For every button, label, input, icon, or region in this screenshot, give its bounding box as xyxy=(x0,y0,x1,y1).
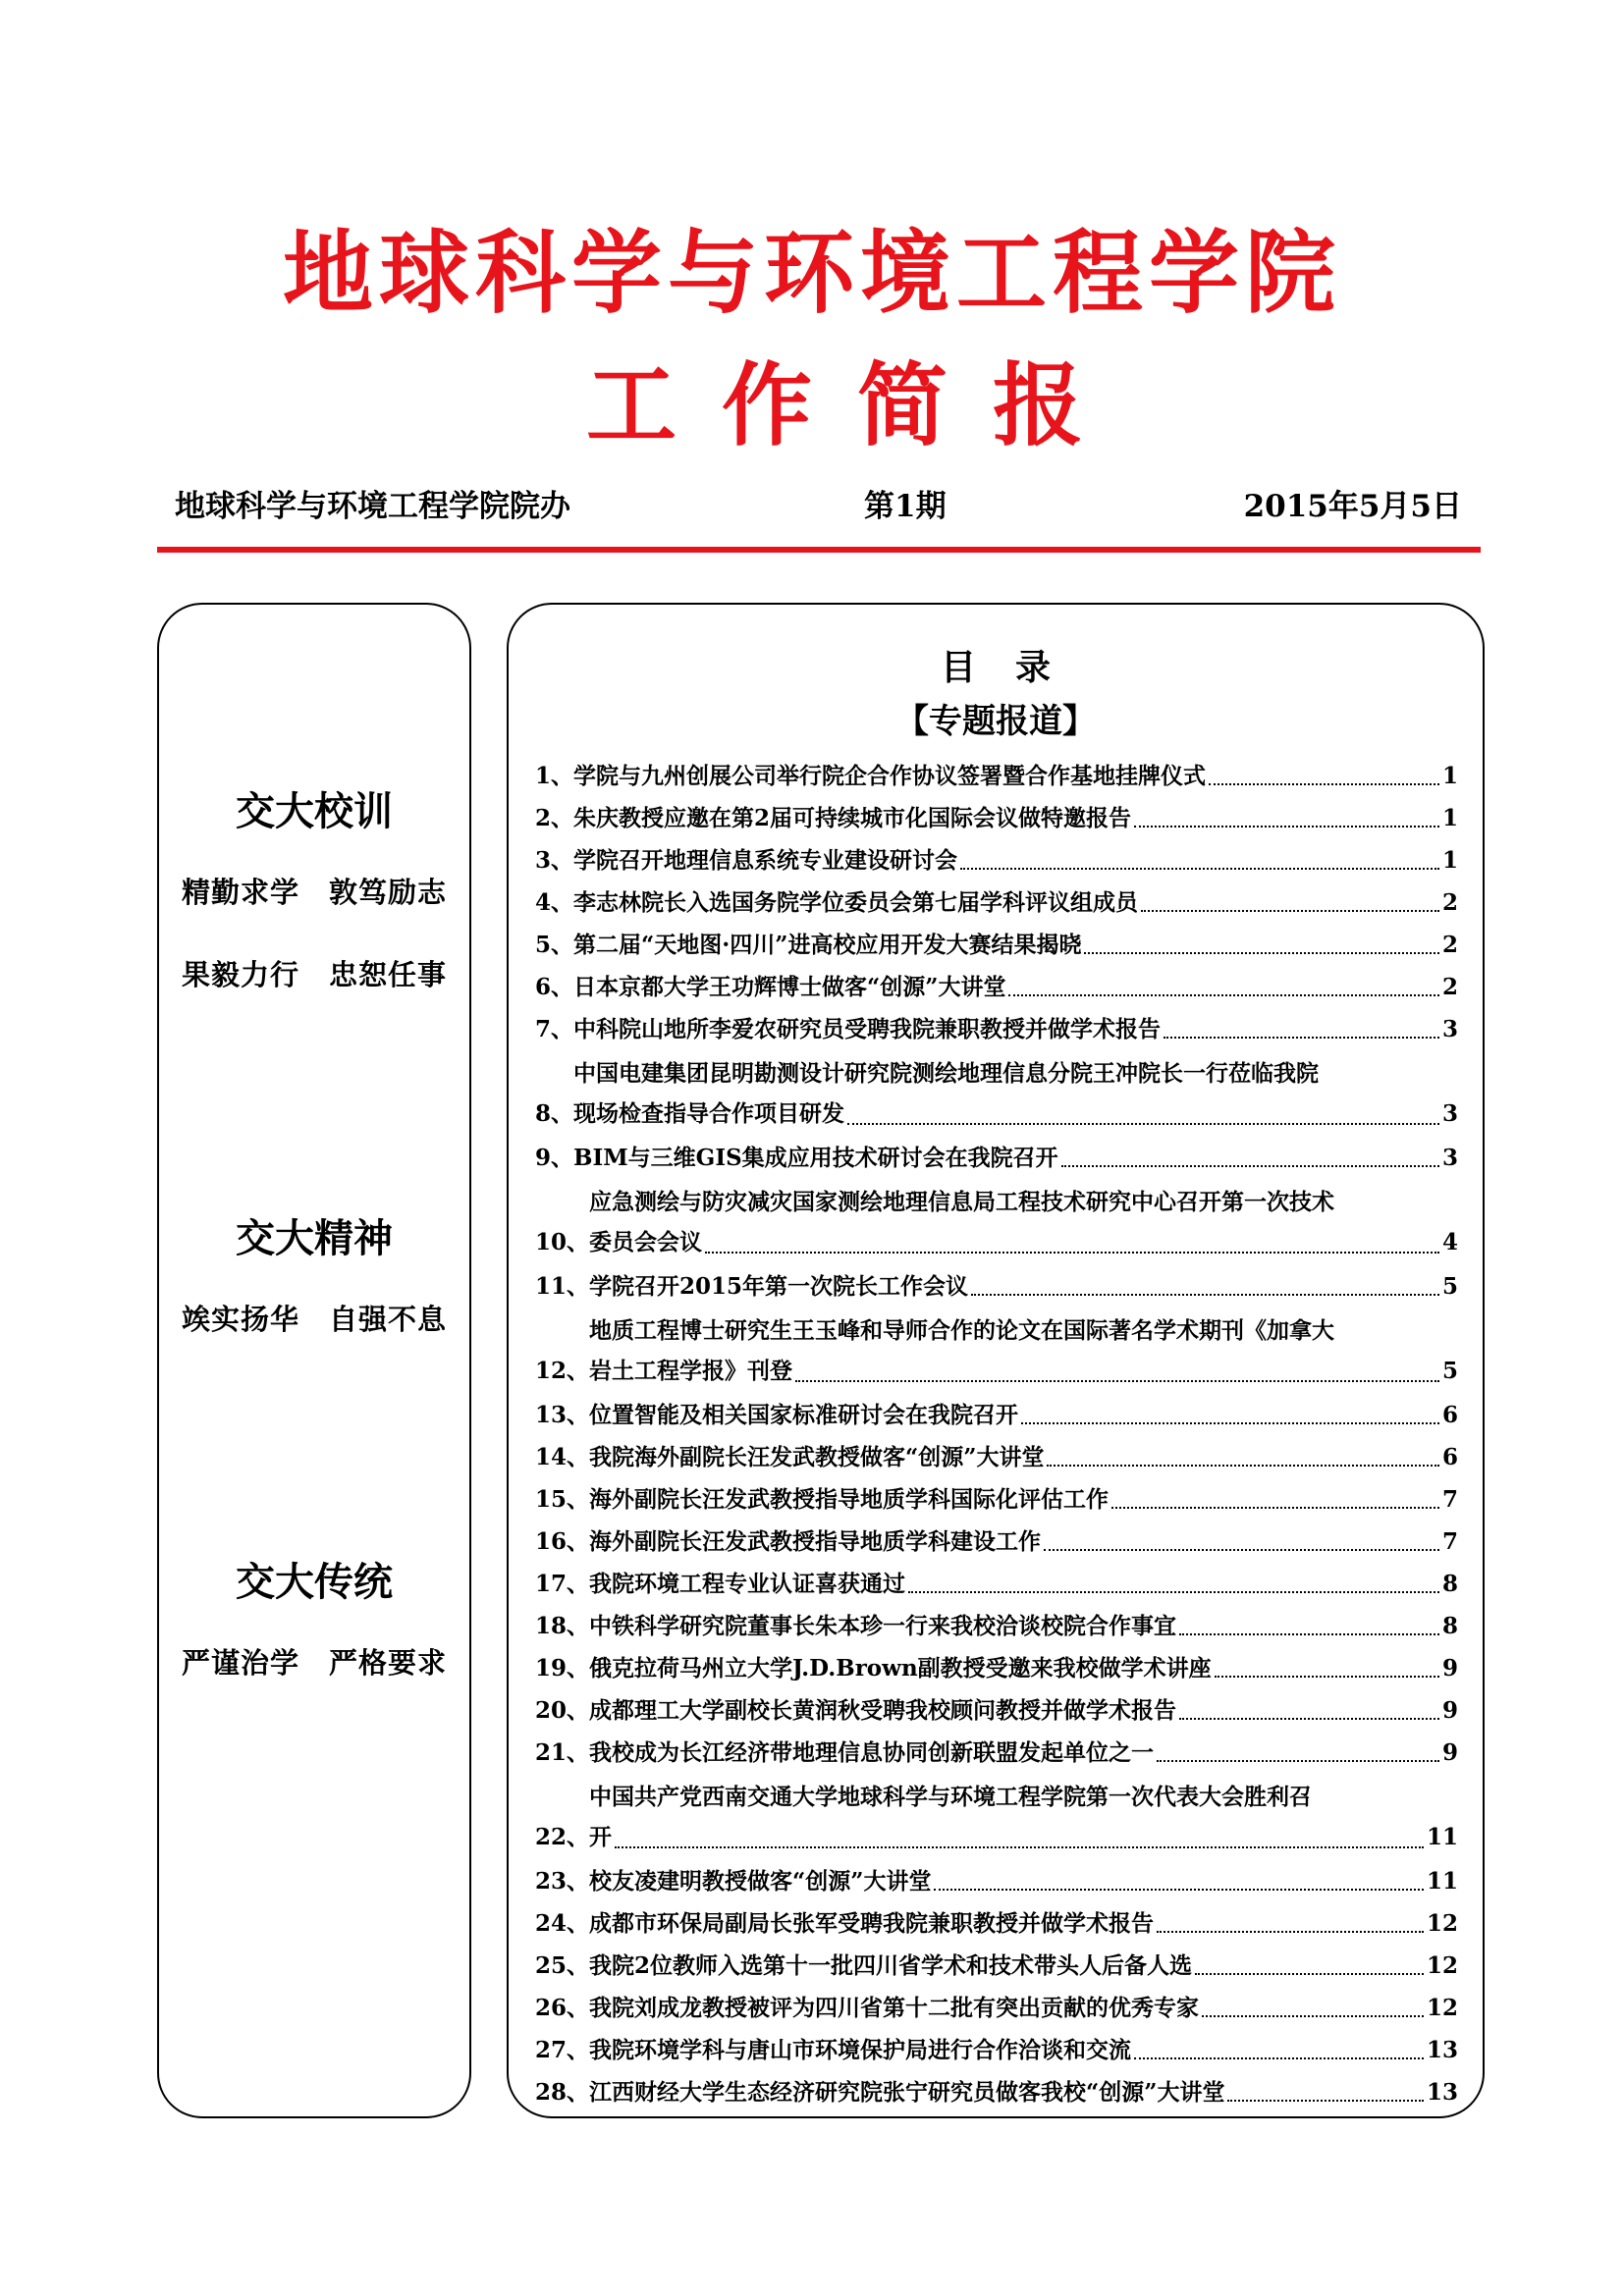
toc-entry-page: 11 xyxy=(1426,1868,1458,1895)
toc-entry-title: 我院刘成龙教授被评为四川省第十二批有突出贡献的优秀专家 xyxy=(589,1995,1200,2021)
motto-phrase: 严谨治学 xyxy=(181,1646,299,1680)
toc-entry-number: 5、 xyxy=(535,932,574,958)
toc-entry-title: 海外副院长汪发武教授指导地质学科建设工作 xyxy=(589,1528,1042,1555)
toc-entry-row xyxy=(589,1608,1458,1644)
toc-entry-number: 23、 xyxy=(535,1868,590,1895)
toc-entry-body xyxy=(589,1481,1458,1518)
toc-entry-title: BIM与三维GIS集成应用技术研讨会在我院召开 xyxy=(573,1145,1058,1171)
motto-heading-tradition: 交大传统 xyxy=(236,1559,393,1605)
toc-title: 目录 xyxy=(940,647,1090,688)
toc-leader-dots xyxy=(1134,826,1439,828)
toc-entry-number: 8、 xyxy=(535,1100,574,1127)
toc-entry-title: 开 xyxy=(589,1824,613,1850)
toc-leader-dots xyxy=(1157,1931,1424,1933)
toc-leader-dots xyxy=(934,1889,1424,1891)
toc-entry[interactable] xyxy=(535,800,1458,836)
toc-entry[interactable] xyxy=(535,927,1458,963)
toc-entry[interactable] xyxy=(535,842,1458,879)
toc-entry-body xyxy=(589,1608,1458,1644)
toc-leader-dots xyxy=(1179,1718,1439,1720)
header-divider xyxy=(157,547,1481,553)
toc-entry-title: 我院海外副院长汪发武教授做客“创源”大讲堂 xyxy=(589,1444,1045,1470)
toc-list xyxy=(535,758,1458,2116)
toc-entry-page: 8 xyxy=(1441,1613,1458,1639)
toc-leader-dots xyxy=(1195,1973,1424,1975)
toc-leader-dots xyxy=(1215,1676,1439,1678)
toc-entry-body xyxy=(589,1566,1458,1602)
toc-entry-number: 7、 xyxy=(535,1016,574,1042)
toc-entry-body xyxy=(589,1523,1458,1560)
toc-entry[interactable] xyxy=(535,1608,1458,1644)
toc-entry-number: 16、 xyxy=(535,1528,590,1555)
toc-entry-title: 学院召开2015年第一次院长工作会议 xyxy=(589,1273,969,1300)
toc-leader-dots xyxy=(960,868,1439,870)
toc-entry-title: 成都理工大学副校长黄润秋受聘我校顾问教授并做学术报告 xyxy=(589,1697,1177,1724)
toc-entry-body xyxy=(589,2032,1458,2068)
toc-entry-page: 8 xyxy=(1441,1571,1458,1597)
toc-entry-title-line1: 中国共产党西南交通大学地球科学与环境工程学院第一次代表大会胜利召 xyxy=(589,1784,1313,1810)
toc-entry-title: 俄克拉荷马州立大学J.D.Brown副教授受邀来我校做学术讲座 xyxy=(589,1655,1212,1682)
motto-heading-school-motto: 交大校训 xyxy=(236,788,393,834)
toc-entry-number: 4、 xyxy=(535,889,574,916)
toc-entry-page: 2 xyxy=(1441,889,1458,916)
toc-entry[interactable] xyxy=(535,2032,1458,2068)
toc-entry-page: 9 xyxy=(1441,1655,1458,1682)
toc-entry-title: 第二届“天地图·四川”进高校应用开发大赛结果揭晓 xyxy=(573,932,1082,958)
toc-entry-row xyxy=(573,969,1458,1005)
motto-line xyxy=(157,1641,471,1682)
toc-entry-row xyxy=(589,1268,1458,1305)
toc-entry-number: 1、 xyxy=(535,763,574,789)
toc-leader-dots xyxy=(1202,2015,1424,2017)
toc-entry-title: 日本京都大学王功辉博士做客“创源”大讲堂 xyxy=(573,974,1006,1000)
toc-entry-body xyxy=(589,1650,1458,1686)
toc-entry-body xyxy=(589,1863,1458,1899)
toc-entry-page: 7 xyxy=(1441,1528,1458,1555)
toc-entry-row xyxy=(589,1863,1458,1899)
bulletin-title-line2: 工作简报 xyxy=(585,352,1128,458)
toc-entry-row xyxy=(589,1948,1458,1984)
motto-phrase: 敦笃励志 xyxy=(329,876,448,909)
toc-leader-dots xyxy=(1164,1037,1439,1039)
toc-entry-body xyxy=(573,884,1458,921)
toc-leader-dots xyxy=(971,1294,1439,1296)
toc-entry-number: 12、 xyxy=(535,1358,590,1384)
toc-entry-body xyxy=(589,1268,1458,1305)
toc-entry-body xyxy=(573,1011,1458,1047)
toc-entry-page: 5 xyxy=(1441,1273,1458,1300)
motto-phrase: 果毅力行 xyxy=(181,958,299,991)
toc-entry-title: 成都市环保局副局长张军受聘我院兼职教授并做学术报告 xyxy=(589,1910,1155,1937)
toc-entry-title: 我院环境学科与唐山市环境保护局进行合作洽谈和交流 xyxy=(589,2037,1132,2063)
toc-entry-page: 1 xyxy=(1441,805,1458,831)
toc-entry-number: 17、 xyxy=(535,1571,590,1597)
toc-leader-dots xyxy=(1044,1549,1439,1551)
toc-entry-title: 朱庆教授应邀在第2届可持续城市化国际会议做特邀报告 xyxy=(573,805,1132,831)
toc-entry-number: 19、 xyxy=(535,1655,590,1682)
toc-entry-number: 21、 xyxy=(535,1739,590,1766)
toc-subtitle: 【专题报道】 xyxy=(895,702,1096,741)
toc-entry-row xyxy=(573,842,1458,879)
toc-leader-dots xyxy=(1134,2057,1424,2059)
toc-entry[interactable] xyxy=(535,1735,1458,1771)
motto-line xyxy=(157,871,471,911)
toc-leader-dots xyxy=(795,1380,1439,1382)
toc-entry-row xyxy=(589,1439,1458,1475)
toc-entry[interactable] xyxy=(535,758,1458,794)
toc-entry-number: 2、 xyxy=(535,805,574,831)
toc-entry-title: 中科院山地所李爱农研究员受聘我院兼职教授并做学术报告 xyxy=(573,1016,1162,1042)
issue-number: 第1期 xyxy=(864,489,947,524)
motto-line xyxy=(157,1298,471,1338)
toc-entry-row xyxy=(573,1011,1458,1047)
toc-entry[interactable] xyxy=(535,884,1458,921)
toc-entry-title: 岩土工程学报》刊登 xyxy=(589,1358,793,1384)
toc-entry-title-line1: 地质工程博士研究生王玉峰和导师合作的论文在国际著名学术期刊《加拿大 xyxy=(589,1317,1335,1344)
toc-leader-dots xyxy=(615,1846,1424,1848)
toc-entry-page: 13 xyxy=(1426,2079,1458,2106)
toc-entry[interactable] xyxy=(535,1011,1458,1047)
toc-entry[interactable] xyxy=(535,1905,1458,1942)
toc-entry-title: 我院2位教师入选第十一批四川省学术和技术带头人后备人选 xyxy=(589,1952,1193,1979)
toc-entry-title: 我校成为长江经济带地理信息协同创新联盟发起单位之一 xyxy=(589,1739,1155,1766)
toc-entry-title: 现场检查指导合作项目研发 xyxy=(573,1100,845,1127)
toc-entry-page: 3 xyxy=(1441,1145,1458,1171)
toc-entry-page: 12 xyxy=(1426,1952,1458,1979)
toc-entry-number: 28、 xyxy=(535,2079,590,2106)
motto-phrase: 忠恕任事 xyxy=(329,958,448,991)
toc-entry-title: 学院与九州创展公司举行院企合作协议签署暨合作基地挂牌仪式 xyxy=(573,763,1207,789)
toc-entry-title: 江西财经大学生态经济研究院张宁研究员做客我校“创源”大讲堂 xyxy=(589,2079,1225,2106)
toc-entry-page: 13 xyxy=(1426,2037,1458,2063)
toc-entry[interactable] xyxy=(535,1777,1458,1857)
toc-entry-number: 20、 xyxy=(535,1697,590,1724)
toc-entry-body xyxy=(573,842,1458,879)
toc-entry-number: 25、 xyxy=(535,1952,590,1979)
toc-entry-number: 11、 xyxy=(535,1273,590,1300)
toc-entry-row xyxy=(589,1817,1458,1857)
toc-leader-dots xyxy=(1179,1633,1439,1635)
toc-entry-row xyxy=(589,1222,1458,1262)
toc-entry[interactable] xyxy=(535,1439,1458,1475)
toc-entry-number: 27、 xyxy=(535,2037,590,2063)
toc-leader-dots xyxy=(847,1123,1439,1125)
toc-entry[interactable] xyxy=(535,1268,1458,1305)
toc-entry[interactable] xyxy=(535,1481,1458,1518)
toc-entry-page: 4 xyxy=(1441,1229,1458,1255)
toc-entry-row xyxy=(589,2074,1458,2110)
toc-entry-row xyxy=(589,1566,1458,1602)
toc-entry-page: 1 xyxy=(1441,847,1458,874)
toc-entry[interactable] xyxy=(535,1397,1458,1433)
toc-entry-title: 中铁科学研究院董事长朱本珍一行来我校洽谈校院合作事宜 xyxy=(589,1613,1177,1639)
toc-entry-title-line1: 应急测绘与防灾减灾国家测绘地理信息局工程技术研究中心召开第一次技术 xyxy=(589,1189,1335,1215)
motto-line xyxy=(157,953,471,993)
toc-leader-dots xyxy=(1021,1422,1439,1424)
toc-leader-dots xyxy=(1209,783,1439,785)
toc-entry-number: 15、 xyxy=(535,1486,590,1513)
toc-entry-number: 9、 xyxy=(535,1145,574,1171)
toc-leader-dots xyxy=(1111,1507,1439,1509)
toc-entry-number: 14、 xyxy=(535,1444,590,1470)
toc-entry-body xyxy=(573,800,1458,836)
toc-leader-dots xyxy=(908,1591,1439,1593)
toc-entry-row xyxy=(573,927,1458,963)
toc-entry[interactable] xyxy=(535,1990,1458,2026)
toc-entry-body xyxy=(589,1948,1458,1984)
toc-entry-row xyxy=(589,1905,1458,1942)
toc-entry-page: 3 xyxy=(1441,1100,1458,1127)
toc-entry-number: 24、 xyxy=(535,1910,590,1937)
toc-leader-dots xyxy=(1157,1760,1439,1762)
toc-entry-row xyxy=(573,1094,1458,1134)
motto-phrase: 严格要求 xyxy=(329,1646,448,1680)
toc-entry-page: 9 xyxy=(1441,1739,1458,1766)
toc-entry-body xyxy=(589,1905,1458,1942)
toc-entry[interactable] xyxy=(535,1650,1458,1686)
toc-entry-body xyxy=(589,1692,1458,1729)
toc-entry-title-line1: 中国电建集团昆明勘测设计研究院测绘地理信息分院王冲院长一行莅临我院 xyxy=(573,1060,1320,1087)
toc-entry-page: 12 xyxy=(1426,1910,1458,1937)
toc-entry-number: 10、 xyxy=(535,1229,590,1255)
toc-entry-row xyxy=(589,1397,1458,1433)
toc-entry-body xyxy=(573,1053,1458,1134)
toc-entry-page: 3 xyxy=(1441,1016,1458,1042)
toc-entry-title: 委员会会议 xyxy=(589,1229,703,1255)
motto-phrase: 精勤求学 xyxy=(181,876,299,909)
toc-entry-number: 3、 xyxy=(535,847,574,874)
toc-entry-number: 22、 xyxy=(535,1824,590,1850)
toc-entry-number: 13、 xyxy=(535,1402,590,1428)
toc-leader-dots xyxy=(1141,910,1439,912)
toc-entry[interactable] xyxy=(535,1182,1458,1262)
toc-entry-title: 校友凌建明教授做客“创源”大讲堂 xyxy=(589,1868,932,1895)
toc-entry-page: 1 xyxy=(1441,763,1458,789)
toc-leader-dots xyxy=(1084,952,1439,954)
toc-entry[interactable] xyxy=(535,969,1458,1005)
toc-entry-row xyxy=(573,884,1458,921)
toc-entry-number: 26、 xyxy=(535,1995,590,2021)
toc-entry-title: 海外副院长汪发武教授指导地质学科国际化评估工作 xyxy=(589,1486,1110,1513)
toc-entry-page: 6 xyxy=(1441,1444,1458,1470)
toc-entry-body xyxy=(589,1735,1458,1771)
toc-entry-row xyxy=(573,1140,1458,1176)
toc-entry[interactable] xyxy=(535,1523,1458,1560)
toc-leader-dots xyxy=(1047,1465,1439,1467)
toc-entry[interactable] xyxy=(535,1310,1458,1391)
bulletin-title-line1: 地球科学与环境工程学院 xyxy=(282,220,1341,326)
toc-entry-page: 2 xyxy=(1441,974,1458,1000)
toc-leader-dots xyxy=(1227,2100,1424,2102)
toc-entry-page: 2 xyxy=(1441,932,1458,958)
toc-entry-body xyxy=(573,969,1458,1005)
motto-phrase: 竢实扬华 xyxy=(181,1303,299,1336)
toc-entry-body xyxy=(589,1310,1458,1391)
toc-entry-page: 6 xyxy=(1441,1402,1458,1428)
toc-entry-row xyxy=(589,1735,1458,1771)
toc-entry-body xyxy=(589,1777,1458,1857)
toc-entry-row xyxy=(589,1481,1458,1518)
toc-entry[interactable] xyxy=(535,1566,1458,1602)
toc-leader-dots xyxy=(705,1252,1439,1254)
toc-entry-page: 12 xyxy=(1426,1995,1458,2021)
toc-entry-page: 9 xyxy=(1441,1697,1458,1724)
toc-entry-page: 11 xyxy=(1426,1824,1458,1850)
toc-entry-row xyxy=(589,1990,1458,2026)
toc-entry-row xyxy=(573,758,1458,794)
toc-entry-row xyxy=(573,800,1458,836)
toc-entry-row xyxy=(589,1650,1458,1686)
toc-entry-number: 6、 xyxy=(535,974,574,1000)
toc-leader-dots xyxy=(1008,994,1439,996)
toc-entry-page: 7 xyxy=(1441,1486,1458,1513)
toc-entry-body xyxy=(573,1140,1458,1176)
toc-entry-body xyxy=(589,1439,1458,1475)
toc-entry-number: 18、 xyxy=(535,1613,590,1639)
toc-entry-body xyxy=(589,1397,1458,1433)
toc-entry-body xyxy=(589,1182,1458,1262)
toc-entry-row xyxy=(589,1351,1458,1391)
toc-entry-title: 学院召开地理信息系统专业建设研讨会 xyxy=(573,847,958,874)
toc-entry-title: 位置智能及相关国家标准研讨会在我院召开 xyxy=(589,1402,1019,1428)
toc-entry[interactable] xyxy=(535,1140,1458,1176)
toc-entry-row xyxy=(589,2032,1458,2068)
toc-entry-title: 我院环境工程专业认证喜获通过 xyxy=(589,1571,906,1597)
toc-entry[interactable] xyxy=(535,1863,1458,1899)
motto-heading-spirit: 交大精神 xyxy=(236,1215,393,1261)
toc-entry[interactable] xyxy=(535,1948,1458,1984)
toc-entry-page: 5 xyxy=(1441,1358,1458,1384)
motto-phrase: 自强不息 xyxy=(329,1303,448,1336)
issue-date: 2015年5月5日 xyxy=(1243,489,1462,524)
toc-entry-row xyxy=(589,1523,1458,1560)
toc-entry[interactable] xyxy=(535,1692,1458,1729)
toc-entry-body xyxy=(589,1990,1458,2026)
toc-entry-title: 李志林院长入选国务院学位委员会第七届学科评议组成员 xyxy=(573,889,1139,916)
toc-entry-body xyxy=(573,927,1458,963)
toc-entry-row xyxy=(589,1692,1458,1729)
toc-entry-body xyxy=(589,2074,1458,2110)
publisher: 地球科学与环境工程学院院办 xyxy=(175,489,570,524)
toc-leader-dots xyxy=(1061,1165,1439,1167)
toc-entry[interactable] xyxy=(535,1053,1458,1134)
toc-entry-body xyxy=(573,758,1458,794)
toc-entry[interactable] xyxy=(535,2074,1458,2110)
